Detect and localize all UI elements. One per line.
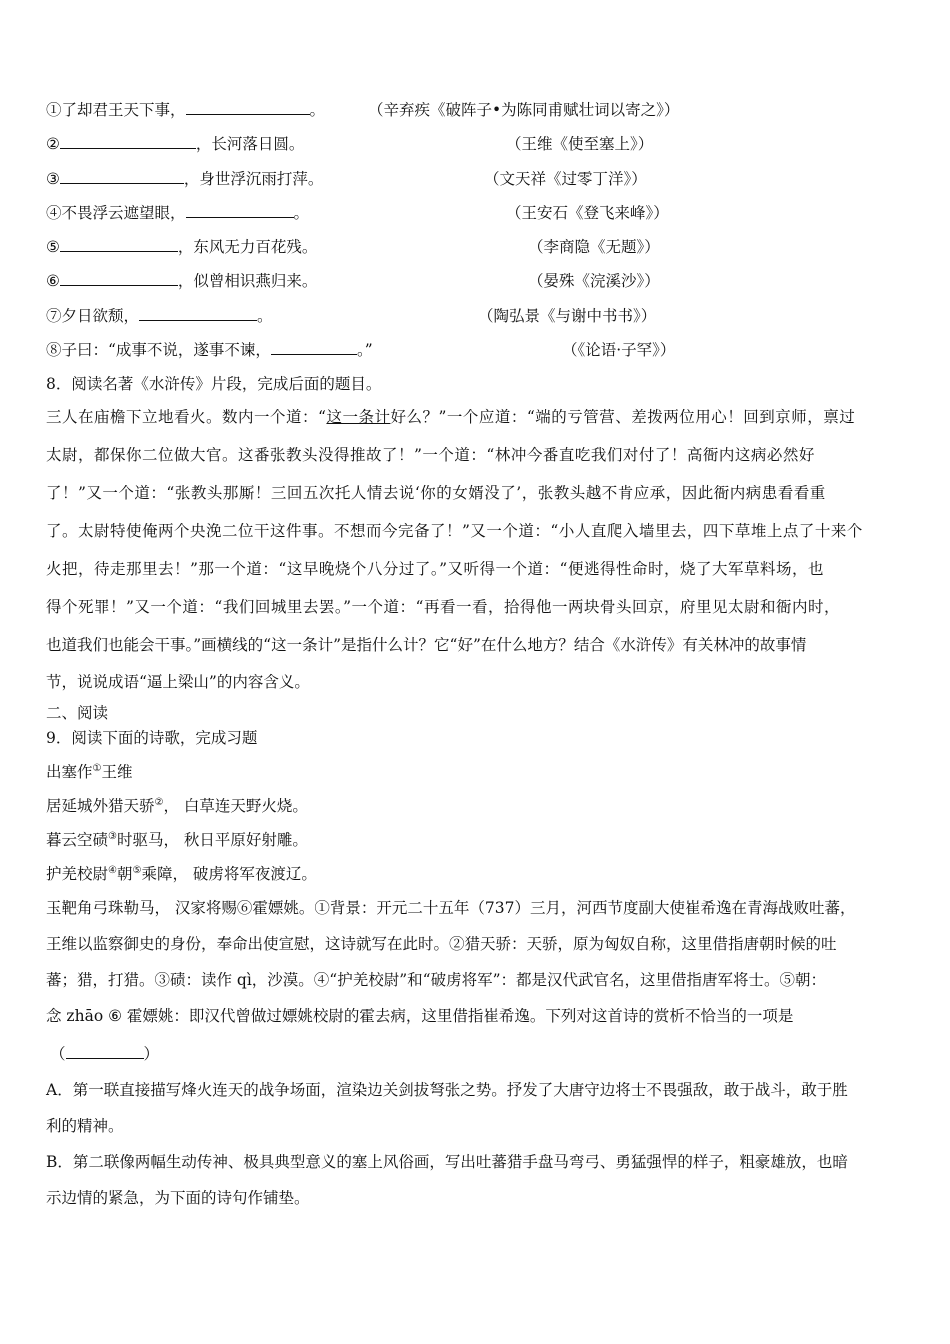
fill-line-3 [46,167,323,191]
fill-line-1 [46,98,325,122]
fill-line-5 [46,235,317,259]
answer-blank[interactable] [66,1042,144,1059]
fill-line-pre: ⑦夕日欲颓， [46,307,140,325]
option-b-line: 示边情的紧急，为下面的诗句作铺垫。 [46,1189,310,1207]
notes-line: 王维以监察御史的身份，奉命出使宣慰，这诗就写在此时。②猎天骄：天骄，原为匈奴自称，这里借指唐朝时候的吐 [46,935,837,953]
option-b-line: B．第二联像两幅生动传神、极具典型意义的塞上风俗画，写出吐蕃猎手盘马弯弓、勇猛强悍的样子，粗豪雄放，也暗 [46,1153,848,1171]
poem-text: 时驱马， 秋日平原好射雕。 [116,831,308,849]
notes-line: 玉靶角弓珠勒马， 汉家将赐⑥霍嫖姚。①背景：开元二十五年（737）三月，河西节度副大使崔希逸在青海战败吐蕃， [46,899,856,917]
q8-passage-line: 了！”又一个道：“张教头那厮！三回五次托人情去说‘你的女婿没了’，张教头越不肯应承，因此衙内病患看看重 [46,484,826,502]
poem-line [46,794,308,818]
fill-source-6: （晏殊《浣溪沙》） [528,272,660,290]
q8-passage-line [46,405,855,429]
q8-passage-line: 了。太尉特使俺两个央浼二位干这件事。不想而今完备了！”又一个道：“小人直爬入墙里去，四下草堆上点了十来个 [46,522,863,540]
poem-author: 王维 [101,763,133,781]
answer-blank[interactable] [186,201,294,218]
q8-question-line: 节，说说成语“逼上梁山”的内容含义。 [46,673,310,691]
q8-passage-line: 得个死罪！”又一个道：“我们回城里去罢。”一个道：“再看一看，拾得他一两块骨头回京，府里见太尉和衙内时， [46,598,840,616]
bracket-open: （ [50,1045,66,1063]
fill-source-4: （王安石《登飞来峰》） [506,204,669,222]
fill-line-pre: ⑧子曰：“成事不说，遂事不谏， [46,341,271,359]
fill-line-pre: ①了却君王天下事， [46,101,186,119]
poem-line [46,828,308,852]
poem-text: ， 白草连天野火烧。 [163,797,308,815]
q9-title: 9．阅读下面的诗歌，完成习题 [46,729,258,747]
answer-blank[interactable] [60,167,184,184]
fill-line-post: 。 [293,204,310,222]
q8-passage-line: 火把，待走那里去！”那一个道：“这早晚烧个八分过了。”又听得一个道：“便逃得性命时，烧了大军草料场，也 [46,560,824,578]
fill-line-pre: ⑥ [46,272,60,290]
fill-line-post: 。 [257,307,273,325]
fill-source-3: （文天祥《过零丁洋》） [484,170,647,188]
passage-text: 三人在庙檐下立地看火。数内一个道：“ [46,408,327,426]
q8-question-line: 也道我们也能会干事。”画横线的“这一条计”是指什么计？它“好”在什么地方？结合《水浒传》有关林冲的故事情 [46,636,807,654]
fill-line-8 [46,338,373,362]
footnote-mark: ④ [108,864,117,876]
section-heading: 二、阅读 [46,704,109,722]
fill-source-2: （王维《使至塞上》） [506,135,654,153]
poem-heading [46,760,133,784]
fill-source-7: （陶弘景《与谢中书书》） [478,307,657,325]
footnote-mark: ③ [108,830,117,842]
option-a-line: A．第一联直接描写烽火连天的战争场面，渲染边关剑拔弩张之势。抒发了大唐守边将士不畏强敌，敢于战斗，敢于胜 [46,1081,848,1099]
answer-bracket [50,1042,159,1066]
fill-line-pre: ⑤ [46,238,60,256]
passage-text: 好么？”一个应道：“端的亏管营、差拨两位用心！回到京师，禀过 [390,408,856,426]
answer-blank[interactable] [60,269,178,286]
poem-text: 居延城外猎天骄 [46,797,155,815]
fill-source-8: （《论语·子罕》） [562,341,676,359]
fill-line-post: 。” [356,341,373,359]
q8-title: 8．阅读名著《水浒传》片段，完成后面的题目。 [46,375,382,393]
poem-text: 护羌校尉 [46,865,109,883]
fill-source-5: （李商隐《无题》） [528,238,660,256]
answer-blank[interactable] [271,338,357,355]
answer-blank[interactable] [139,304,257,321]
fill-line-post: ，身世浮沉雨打萍。 [183,170,324,188]
fill-line-pre: ② [46,135,60,153]
poem-title: 出塞作 [46,763,93,781]
poem-line [46,862,317,886]
option-a-line: 利的精神。 [46,1117,124,1135]
answer-blank[interactable] [186,98,310,115]
poem-text: 朝 [116,865,133,883]
answer-blank[interactable] [60,235,178,252]
fill-line-4 [46,201,309,225]
q8-passage-line: 太尉，都保你二位做大官。这番张教头没得推故了！”一个道：“林冲今番直吃我们对付了！高衙内这病必然好 [46,446,815,464]
footnote-mark: ⑤ [132,864,142,876]
fill-line-6 [46,269,317,293]
bracket-close: ） [143,1045,160,1063]
notes-line: 念 zhāo ⑥ 霍嫖姚：即汉代曾做过嫖姚校尉的霍去病，这里借指崔希逸。下列对这首诗的赏析不恰当的一项是 [46,1007,794,1025]
fill-line-post: ，似曾相识燕归来。 [177,272,318,290]
fill-source-1: （辛弃疾《破阵子•为陈同甫赋壮词以寄之》） [368,101,680,119]
fill-line-pre: ③ [46,170,60,188]
poem-text: 乘障， 破虏将军夜渡辽。 [141,865,317,883]
fill-line-post: ，东风无力百花残。 [177,238,318,256]
fill-line-post: 。 [309,101,326,119]
fill-line-2 [46,132,304,156]
poem-text: 暮云空碛 [46,831,109,849]
footnote-mark: ① [92,762,102,774]
fill-line-pre: ④不畏浮云遮望眼， [46,204,186,222]
underlined-phrase: 这一条计 [326,408,391,426]
fill-line-7 [46,304,273,328]
notes-line: 蕃；猎，打猎。③碛：读作 qì，沙漠。④“护羌校尉”和“破虏将军”：都是汉代武官名，这里借指唐军将士。⑤朝： [46,971,827,989]
answer-blank[interactable] [60,132,196,149]
fill-line-post: ，长河落日圆。 [195,135,305,153]
footnote-mark: ② [154,796,164,808]
